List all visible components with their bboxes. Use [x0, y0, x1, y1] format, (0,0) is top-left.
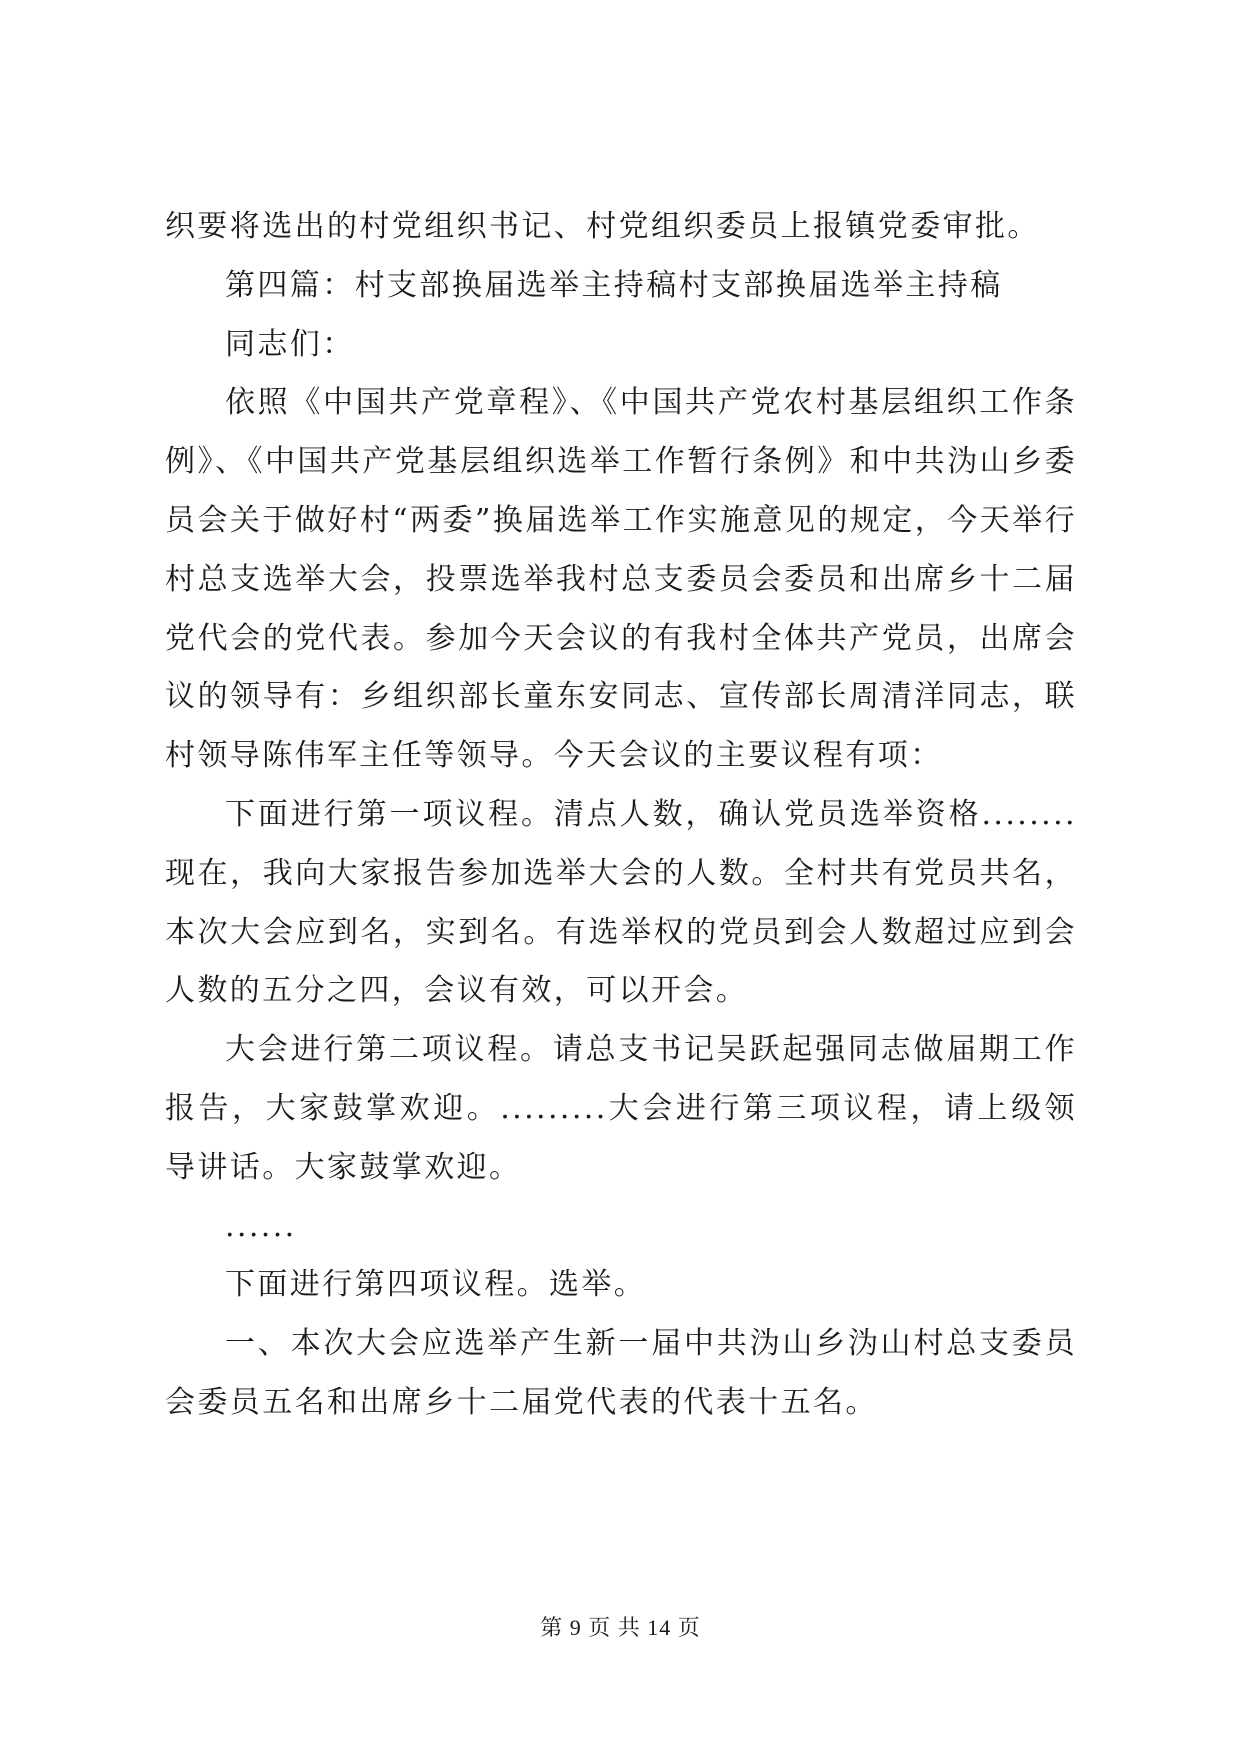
paragraph-intro: 依照《中国共产党章程》、《中国共产党农村基层组织工作条例》、《中国共产党基层组织选举工作暂行条例》和中共沩山乡委员会关于做好村“两委”换届选举工作实施意见的规定，今天举行村总支选举大会，投票选举我村总支委员会委员和出席乡十二届党代会的党代表。参加今天会议的有我村全体共产党员，出席会议的领导有：乡组织部长童东安同志、宣传部长周清洋同志，联村领导陈伟军主任等领导。今天会议的主要议程有项：: [165, 385, 1077, 774]
salutation: 同志们：: [225, 326, 355, 362]
page-number-footer: 第 9 页 共 14 页: [540, 1615, 701, 1640]
paragraph-agenda-4: 下面进行第四项议程。选举。: [225, 1267, 647, 1303]
paragraph-ellipsis: ......: [225, 1208, 297, 1244]
paragraph-agenda-1: 下面进行第一项议程。清点人数，确认党员选举资格........现在，我向大家报告参加选举大会的人数。全村共有党员共名，本次大会应到名，实到名。有选举权的党员到会人数超过应到会人数的五分之四，会议有效，可以开会。: [165, 796, 1077, 1009]
paragraph-agenda-2-3: 大会进行第二项议程。请总支书记吴跃起强同志做届期工作报告，大家鼓掌欢迎。.........大会进行第三项议程，请上级领导讲话。大家鼓掌欢迎。: [165, 1032, 1077, 1185]
section-heading: 第四篇：村支部换届选举主持稿村支部换届选举主持稿: [225, 267, 1003, 303]
paragraph-election-item-1: 一、本次大会应选举产生新一届中共沩山乡沩山村总支委员会委员五名和出席乡十二届党代表的代表十五名。: [165, 1326, 1077, 1420]
document-body: [165, 198, 1077, 1433]
paragraph-continuation: 织要将选出的村党组织书记、村党组织委员上报镇党委审批。: [165, 209, 1040, 244]
